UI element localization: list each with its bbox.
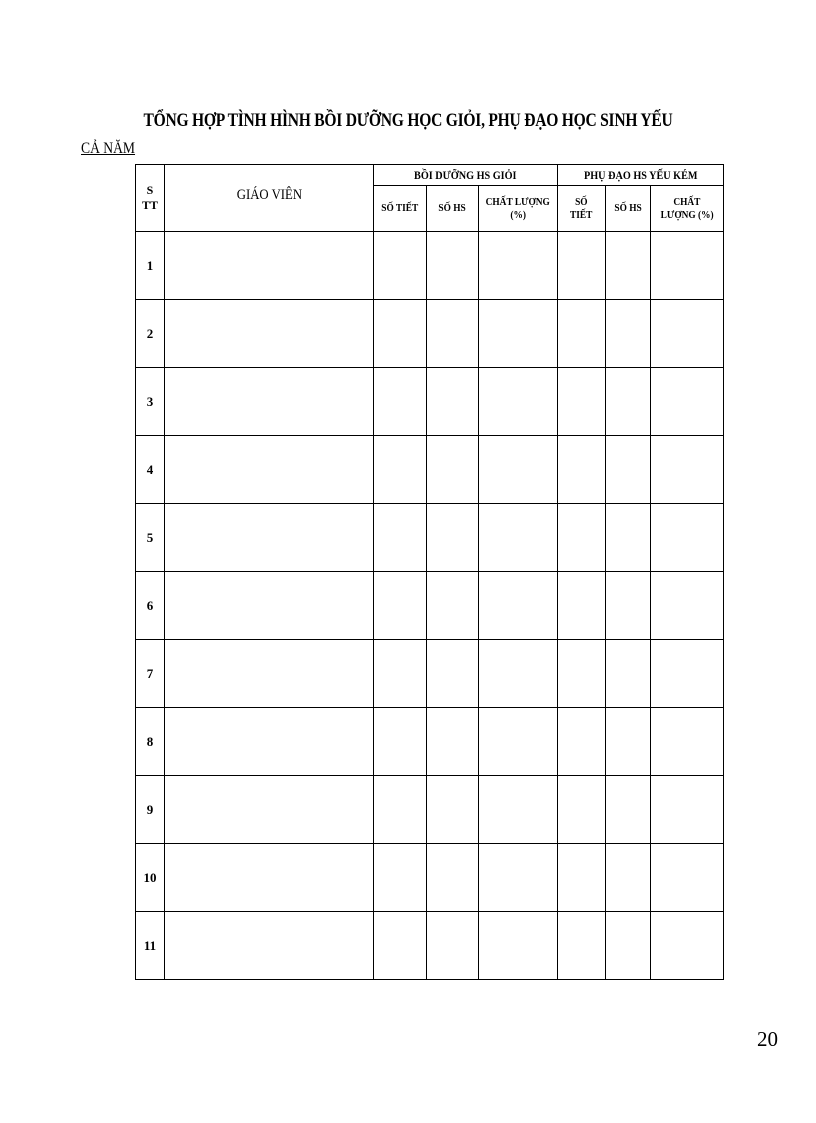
table-row [136, 640, 724, 708]
table-row [136, 776, 724, 844]
value-cell[interactable] [374, 504, 427, 572]
value-cell[interactable] [427, 844, 479, 912]
value-cell[interactable] [606, 504, 651, 572]
value-cell[interactable] [651, 368, 724, 436]
value-cell[interactable] [606, 436, 651, 504]
table-row [136, 232, 724, 300]
period-label: CẢ NĂM [81, 140, 136, 157]
value-cell[interactable] [651, 232, 724, 300]
teacher-cell[interactable] [165, 504, 374, 572]
page-title: TỔNG HỢP TÌNH HÌNH BỒI DƯỠNG HỌC GIỎI, PHỤ ĐẠO HỌC SINH YẾU [143, 110, 673, 131]
teacher-cell[interactable] [165, 436, 374, 504]
stt-header-line2: TT [141, 198, 158, 212]
col-header-yeu-chat-luong [651, 186, 724, 232]
value-cell[interactable] [479, 300, 558, 368]
row-number: 4 [136, 436, 165, 504]
value-cell[interactable] [479, 708, 558, 776]
value-cell[interactable] [374, 436, 427, 504]
row-number: 9 [136, 776, 165, 844]
col-header-line1: SỐ HS [614, 202, 642, 214]
value-cell[interactable] [606, 640, 651, 708]
value-cell[interactable] [651, 912, 724, 980]
col-header-gioi-chat-luong [479, 186, 558, 232]
value-cell[interactable] [558, 844, 606, 912]
table-row [136, 912, 724, 980]
col-header-line2: TIẾT [570, 208, 593, 221]
value-cell[interactable] [651, 640, 724, 708]
teacher-cell[interactable] [165, 844, 374, 912]
value-cell[interactable] [558, 640, 606, 708]
col-header-line1: CHẤT LƯỢNG [485, 195, 551, 208]
teacher-cell[interactable] [165, 572, 374, 640]
value-cell[interactable] [374, 844, 427, 912]
group-header-gioi-label: BỒI DƯỠNG HS GIỎI [414, 167, 517, 182]
page-number: 20 [757, 1027, 778, 1051]
value-cell[interactable] [427, 504, 479, 572]
table-row [136, 300, 724, 368]
col-header-gioi-so-tiet [374, 186, 427, 232]
teacher-cell[interactable] [165, 776, 374, 844]
value-cell[interactable] [427, 776, 479, 844]
value-cell[interactable] [558, 776, 606, 844]
value-cell[interactable] [651, 504, 724, 572]
value-cell[interactable] [606, 912, 651, 980]
value-cell[interactable] [558, 436, 606, 504]
value-cell[interactable] [558, 912, 606, 980]
value-cell[interactable] [606, 776, 651, 844]
value-cell[interactable] [606, 300, 651, 368]
row-number: 10 [136, 844, 165, 912]
teacher-cell[interactable] [165, 912, 374, 980]
teacher-header [165, 165, 374, 232]
value-cell[interactable] [606, 844, 651, 912]
stt-header [136, 165, 165, 232]
table-row [136, 504, 724, 572]
table-row [136, 708, 724, 776]
table-row [136, 844, 724, 912]
value-cell[interactable] [479, 844, 558, 912]
row-number: 1 [136, 232, 165, 300]
value-cell[interactable] [479, 640, 558, 708]
teacher-header-label: GIÁO VIÊN [236, 187, 302, 203]
stt-header-line1: S [146, 183, 154, 197]
col-header-line2: (%) [510, 208, 526, 221]
value-cell[interactable] [558, 572, 606, 640]
value-cell[interactable] [427, 232, 479, 300]
col-header-line2: LƯỢNG (%) [660, 208, 714, 221]
value-cell[interactable] [427, 436, 479, 504]
teacher-cell[interactable] [165, 708, 374, 776]
col-header-yeu-so-hs [606, 186, 651, 232]
value-cell[interactable] [479, 572, 558, 640]
row-number: 8 [136, 708, 165, 776]
value-cell[interactable] [606, 368, 651, 436]
value-cell[interactable] [427, 572, 479, 640]
row-number: 2 [136, 300, 165, 368]
teacher-cell[interactable] [165, 232, 374, 300]
value-cell[interactable] [651, 436, 724, 504]
value-cell[interactable] [606, 232, 651, 300]
value-cell[interactable] [427, 368, 479, 436]
table-row [136, 436, 724, 504]
summary-table [135, 164, 724, 980]
group-header-gioi [374, 165, 558, 186]
teacher-cell[interactable] [165, 300, 374, 368]
value-cell[interactable] [427, 708, 479, 776]
table-row [136, 572, 724, 640]
value-cell[interactable] [374, 640, 427, 708]
value-cell[interactable] [558, 232, 606, 300]
value-cell[interactable] [427, 300, 479, 368]
value-cell[interactable] [479, 436, 558, 504]
row-number: 6 [136, 572, 165, 640]
row-number: 7 [136, 640, 165, 708]
teacher-cell[interactable] [165, 640, 374, 708]
header-row-group [136, 165, 724, 186]
value-cell[interactable] [651, 844, 724, 912]
group-header-yeu [558, 165, 724, 186]
col-header-line1: CHẤT [673, 195, 701, 208]
col-header-gioi-so-hs [427, 186, 479, 232]
col-header-yeu-so-tiet [558, 186, 606, 232]
value-cell[interactable] [374, 776, 427, 844]
col-header-line1: SỐ HS [438, 202, 467, 214]
row-number: 5 [136, 504, 165, 572]
value-cell[interactable] [558, 300, 606, 368]
teacher-cell[interactable] [165, 368, 374, 436]
value-cell[interactable] [479, 504, 558, 572]
value-cell[interactable] [479, 368, 558, 436]
value-cell[interactable] [427, 912, 479, 980]
value-cell[interactable] [479, 776, 558, 844]
value-cell[interactable] [651, 300, 724, 368]
value-cell[interactable] [479, 232, 558, 300]
col-header-line1: SỐ [575, 195, 588, 208]
value-cell[interactable] [558, 504, 606, 572]
value-cell[interactable] [427, 640, 479, 708]
value-cell[interactable] [558, 368, 606, 436]
value-cell[interactable] [374, 708, 427, 776]
value-cell[interactable] [374, 232, 427, 300]
value-cell[interactable] [651, 776, 724, 844]
col-header-line1: SỐ TIẾT [381, 202, 419, 214]
value-cell[interactable] [374, 912, 427, 980]
value-cell[interactable] [651, 572, 724, 640]
row-number: 11 [136, 912, 165, 980]
value-cell[interactable] [374, 300, 427, 368]
row-number: 3 [136, 368, 165, 436]
table-row [136, 368, 724, 436]
value-cell[interactable] [651, 708, 724, 776]
group-header-yeu-label: PHỤ ĐẠO HS YẾU KÉM [583, 167, 698, 182]
value-cell[interactable] [479, 912, 558, 980]
value-cell[interactable] [606, 572, 651, 640]
table-body [136, 232, 724, 980]
value-cell[interactable] [374, 572, 427, 640]
value-cell[interactable] [374, 368, 427, 436]
value-cell[interactable] [558, 708, 606, 776]
value-cell[interactable] [606, 708, 651, 776]
